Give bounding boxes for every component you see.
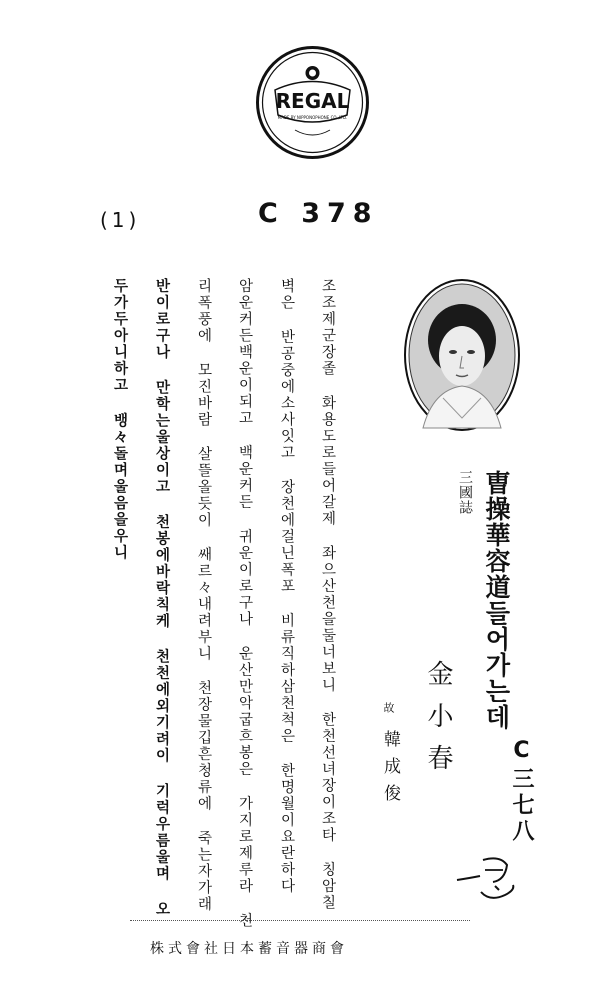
lyric-line: 반이로구나 만학는울상이고 천봉에바락칙케 천천에외기려이 기럭우름울며 오: [153, 278, 171, 918]
lyric-line: 조조제군장졸 화용도로들어갈제 좌으산천을둘너보니 한천선녀장이조타 칭암칠: [319, 278, 336, 911]
lyric-line: 리폭풍에 모진바람 살뜰올듯이 쌔르々내려부니 천장물깁흔청류에 죽는자가래: [195, 278, 212, 913]
catalog-number: C 378: [258, 198, 379, 229]
song-title: 曺操華容道들어가는데: [482, 470, 511, 730]
handwritten-signature: [455, 840, 525, 910]
singer-portrait: [403, 278, 521, 432]
lyric-line: 두가두아니하고 뱅々돌며울음을우니: [111, 278, 129, 561]
footer-divider: [130, 920, 470, 921]
logo-brand: REGAL: [275, 89, 350, 113]
composer-name: 韓成俊: [380, 730, 400, 811]
book-title: 三國誌: [457, 470, 473, 515]
regal-logo: [255, 45, 370, 160]
publisher-footer: 株式會社日本蓄音器商會: [150, 941, 348, 957]
composer-prefix: 故: [382, 702, 395, 713]
lyric-line: 벽은 반공중에소사잇고 장천에걸닌폭포 비류직하삼천척은 한명월이요란하다: [278, 278, 295, 895]
singer-name: 金小春: [423, 660, 453, 786]
logo-tagline: MADE BY NIPPONOPHONE CO.,LTD.: [277, 115, 348, 120]
vertical-catalog-number: C三七八: [509, 738, 534, 845]
lyric-line: 암운커든백운이되고 백운커든 귀운이로구나 운산만악굽흐봉은 가지로제루라 천: [236, 278, 253, 929]
side-label: (1): [100, 208, 141, 232]
